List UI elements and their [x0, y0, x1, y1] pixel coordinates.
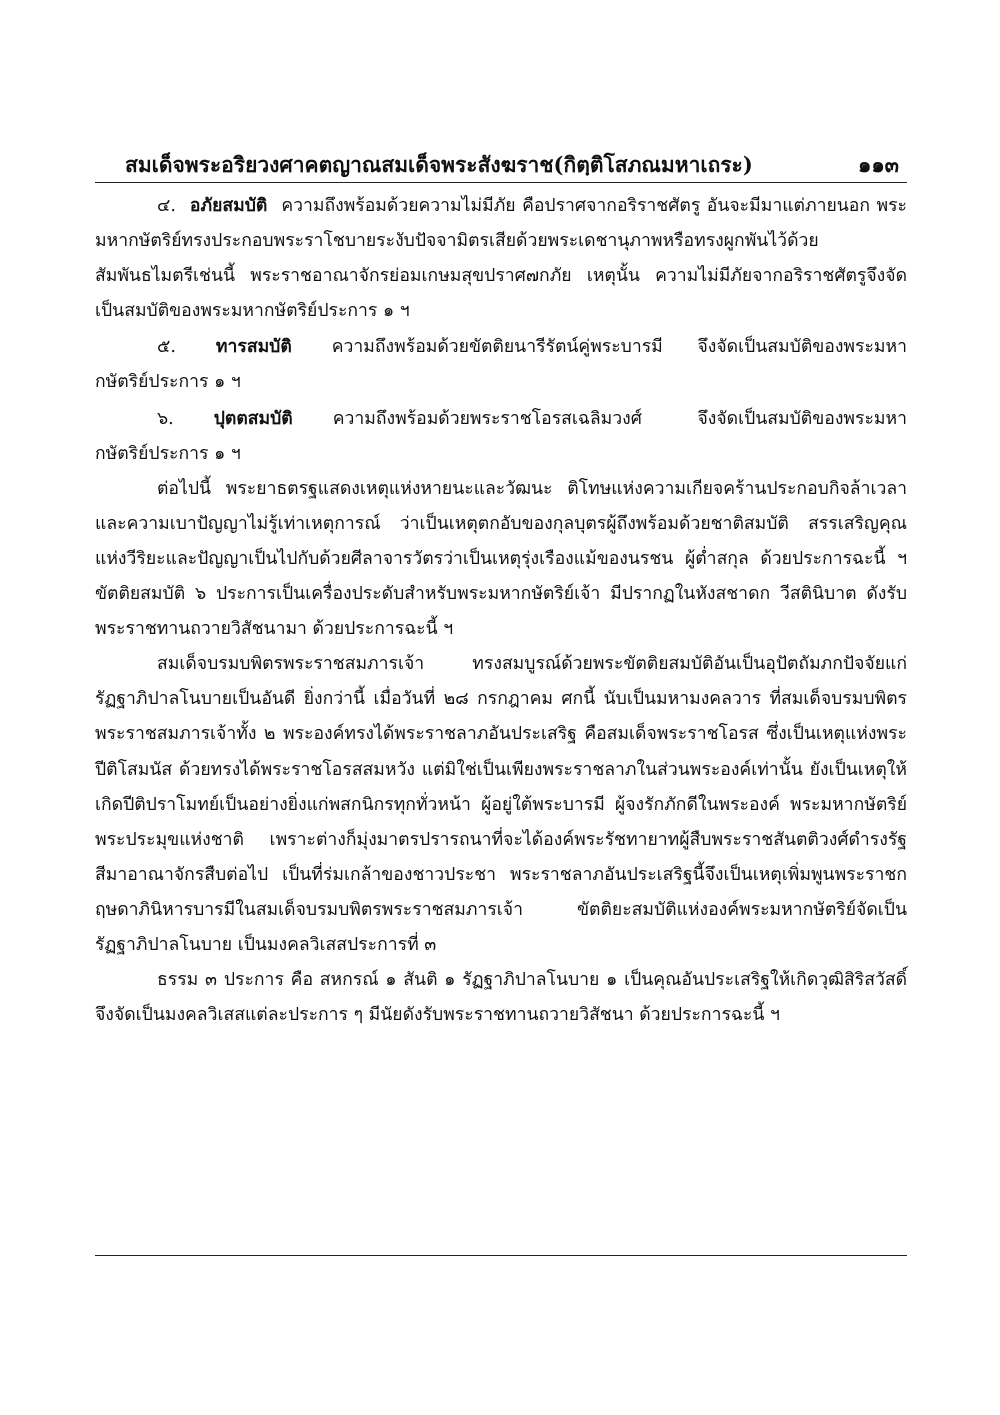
- paragraph-text: สมเด็จบรมบพิตรพระราชสมภารเจ้า ทรงสมบูรณ์ด้วยพระขัตติยสมบัติอันเป็นอุปัตถัมภกปัจจัยแก่รัฏฐาภิปาลโนบายเป็นอันดี ยิ่งกว่านี้ เมื่อวันที่ ๒๘ กรกฎาคม ศกนี้ นับเป็นมหามงคลวาร ที่สมเด็จบรมบพิตรพระราชสมภารเจ้าทั้ง ๒ พระองค์ทรงได้พระราชลาภอันประเสริฐ คือสมเด็จพระราชโอรส ซึ่งเป็นเหตุแห่งพระปีติโสมนัส ด้วยทรงได้พระราชโอรสสมหวัง แต่มิใช่เป็นเพียงพระราชลาภในส่วนพระองค์เท่านั้น ยังเป็นเหตุให้เกิดปีติปราโมทย์เป็นอย่างยิ่งแก่พสกนิกรทุกทั่วหน้า ผู้อยู่ใต้พระบารมี ผู้จงรักภักดีในพระองค์ พระมหากษัตริย์พระประมุขแห่งชาติ เพราะต่างก็มุ่งมาตรปรารถนาที่จะได้องค์พระรัชทายาทผู้สืบพระราชสันตติวงศ์ดำรงรัฐสีมาอาณาจักรสืบต่อไป เป็นที่ร่มเกล้าของชาวประชา พระราชลาภอันประเสริฐนี้จึงเป็นเหตุเพิ่มพูนพระราชกฤษดาภินิหารบารมีในสมเด็จบรมบพิตรพระราชสมภารเจ้า ขัตติยะสมบัติแห่งองค์พระมหากษัตริย์จัดเป็นรัฏฐาภิปาลโนบาย เป็นมงคลวิเสสประการที่ ๓: [95, 654, 907, 955]
- paragraph-abhaya: [95, 188, 907, 329]
- paragraph-three-dhamma: [95, 963, 907, 1033]
- item-heading: ปุตตสมบัติ: [213, 407, 293, 429]
- item-number: ๔.: [157, 196, 176, 216]
- paragraph-text: ความถึงพร้อมด้วยขัตติยนารีรัตน์คู่พระบารมี จึงจัดเป็นสมบัติของพระมหากษัตริย์ประการ ๑ ฯ: [95, 337, 907, 393]
- paragraph-hamsa-jataka: [95, 472, 907, 647]
- footer-rule: [95, 1255, 907, 1256]
- running-header-title: สมเด็จพระอริยวงศาคตญาณสมเด็จพระสังฆราช(กิตฺติโสภณมหาเถระ): [125, 152, 753, 177]
- item-number: ๕.: [157, 337, 176, 358]
- item-heading: ทารสมบัติ: [215, 336, 292, 358]
- paragraph-text: ความถึงพร้อมด้วยความไม่มีภัย คือปราศจากอริราชศัตรู อันจะมีมาแต่ภายนอก พระมหากษัตริย์ทรงประกอบพระราโชบายระงับปัจจามิตรเสียด้วยพระเดชานุภาพหรือทรงผูกพันไว้ด้วยสัมพันธไมตรีเช่นนี้ พระราชอาณาจักรย่อมเกษมสุขปราศ๗กภัย เหตุนั้น ความไม่มีภัยจากอริราชศัตรูจึงจัดเป็นสมบัติของพระมหากษัตริย์ประการ ๑ ฯ: [95, 196, 907, 322]
- paragraph-text: ธรรม ๓ ประการ คือ สหกรณ์ ๑ สันติ ๑ รัฏฐาภิปาลโนบาย ๑ เป็นคุณอันประเสริฐให้เกิดวุฒิสิริสวัสดิ์ จึงจัดเป็นมงคลวิเสสแต่ละประการ ๆ มีนัยดังรับพระราชทานถวายวิสัชนา ด้วยประการฉะนี้ ฯ: [95, 970, 907, 1026]
- item-number: ๖.: [157, 408, 174, 429]
- paragraph-putta: [95, 401, 907, 472]
- header-rule: [95, 182, 907, 183]
- paragraph-dara: [95, 329, 907, 400]
- page-number: ๑๑๓: [857, 152, 899, 177]
- page-body: [95, 188, 907, 1033]
- paragraph-text: ต่อไปนี้ พระยาธตรฐแสดงเหตุแห่งหายนะและวัฒนะ ติโทษแห่งความเกียจคร้านประกอบกิจล้าเวลา และความเบาปัญญาไม่รู้เท่าเหตุการณ์ ว่าเป็นเหตุตกอับของกุลบุตรผู้ถึงพร้อมด้วยชาติสมบัติ สรรเสริญคุณแห่งวีริยะและปัญญาเป็นไปกับด้วยศีลาจารวัตรว่าเป็นเหตุรุ่งเรืองแม้ของนรชน ผู้ต่ำสกุล ด้วยประการฉะนี้ ฯ ขัตติยสมบัติ ๖ ประการเป็นเครื่องประดับสำหรับพระมหากษัตริย์เจ้า มีปรากฏในหังสชาดก วีสตินิบาต ดังรับพระราชทานถวายวิสัชนามา ด้วยประการฉะนี้ ฯ: [95, 478, 907, 640]
- item-heading: อภัยสมบัติ: [189, 195, 268, 216]
- paragraph-text: ความถึงพร้อมด้วยพระราชโอรสเฉลิมวงศ์ จึงจัดเป็นสมบัติของพระมหากษัตริย์ประการ ๑ ฯ: [95, 408, 907, 464]
- paragraph-royal-birth: [95, 647, 907, 963]
- running-header: [95, 143, 907, 181]
